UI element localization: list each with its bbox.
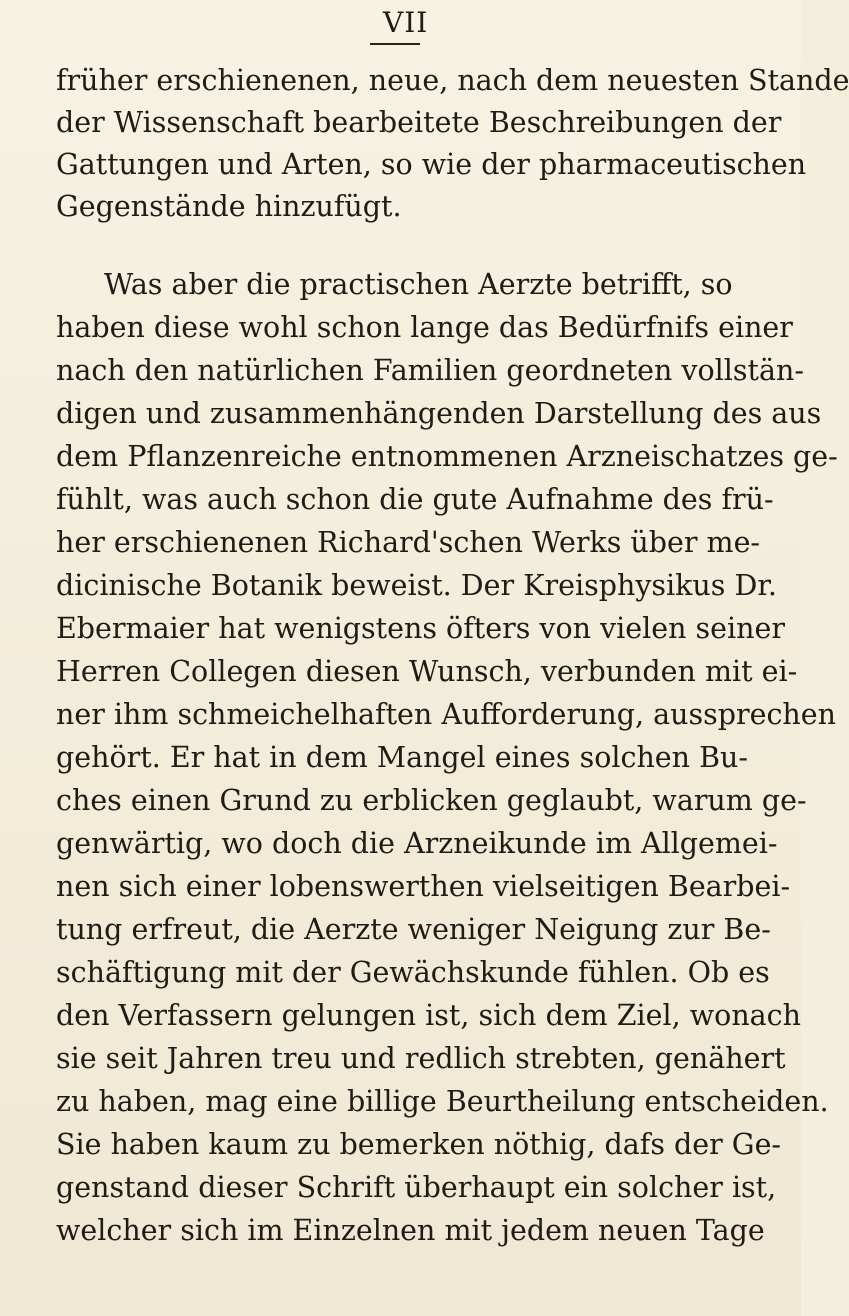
text-line: digen und zusammenhängenden Darstellung des aus (56, 397, 822, 430)
text-line: tung erfreut, die Aerzte weniger Neigung zur Be- (56, 913, 771, 946)
text-line: genwärtig, wo doch die Arzneikunde im Allgemei- (56, 827, 778, 860)
text-line: Gattungen und Arten, so wie der pharmaceutischen (56, 148, 807, 181)
page-number: VII (383, 6, 429, 39)
text-line: Ebermaier hat wenigstens öfters von vielen seiner (56, 612, 785, 645)
text-line: Gegenstände hinzufügt. (56, 190, 402, 223)
text-line: her erschienenen Richard'schen Werks über me- (56, 526, 761, 559)
text-line: der Wissenschaft bearbeitete Beschreibungen der (56, 106, 782, 139)
text-line: gehört. Er hat in dem Mangel eines solchen Bu- (56, 741, 749, 774)
text-line: den Verfassern gelungen ist, sich dem Ziel, wonach (56, 999, 801, 1032)
text-line: schäftigung mit der Gewächskunde fühlen. Ob es (56, 956, 770, 989)
text-line: genstand dieser Schrift überhaupt ein solcher ist, (56, 1171, 777, 1204)
text-line: welcher sich im Einzelnen mit jedem neuen Tage (56, 1214, 765, 1247)
text-line: ner ihm schmeichelhaften Aufforderung, aussprechen (56, 698, 836, 731)
text-line: dem Pflanzenreiche entnommenen Arzneischatzes ge- (56, 440, 838, 473)
text-line: früher erschienenen, neue, nach dem neuesten Stande (56, 64, 849, 97)
text-line: dicinische Botanik beweist. Der Kreisphysikus Dr. (56, 569, 777, 602)
text-line: ches einen Grund zu erblicken geglaubt, warum ge- (56, 784, 807, 817)
text-line: Sie haben kaum zu bemerken nöthig, dafs der Ge- (56, 1128, 782, 1161)
paragraph-start-line: Was aber die practischen Aerzte betrifft, so (104, 268, 733, 301)
text-line: fühlt, was auch schon die gute Aufnahme des frü- (56, 483, 774, 516)
text-line: zu haben, mag eine billige Beurtheilung entscheiden. (56, 1085, 829, 1118)
text-line: sie seit Jahren treu und redlich strebten, genähert (56, 1042, 786, 1075)
page-number-rule (370, 43, 420, 45)
text-line: haben diese wohl schon lange das Bedürfnifs einer (56, 311, 793, 344)
text-line: Herren Collegen diesen Wunsch, verbunden mit ei- (56, 655, 798, 688)
text-line: nen sich einer lobenswerthen vielseitigen Bearbei- (56, 870, 791, 903)
text-line: nach den natürlichen Familien geordneten vollstän- (56, 354, 804, 387)
